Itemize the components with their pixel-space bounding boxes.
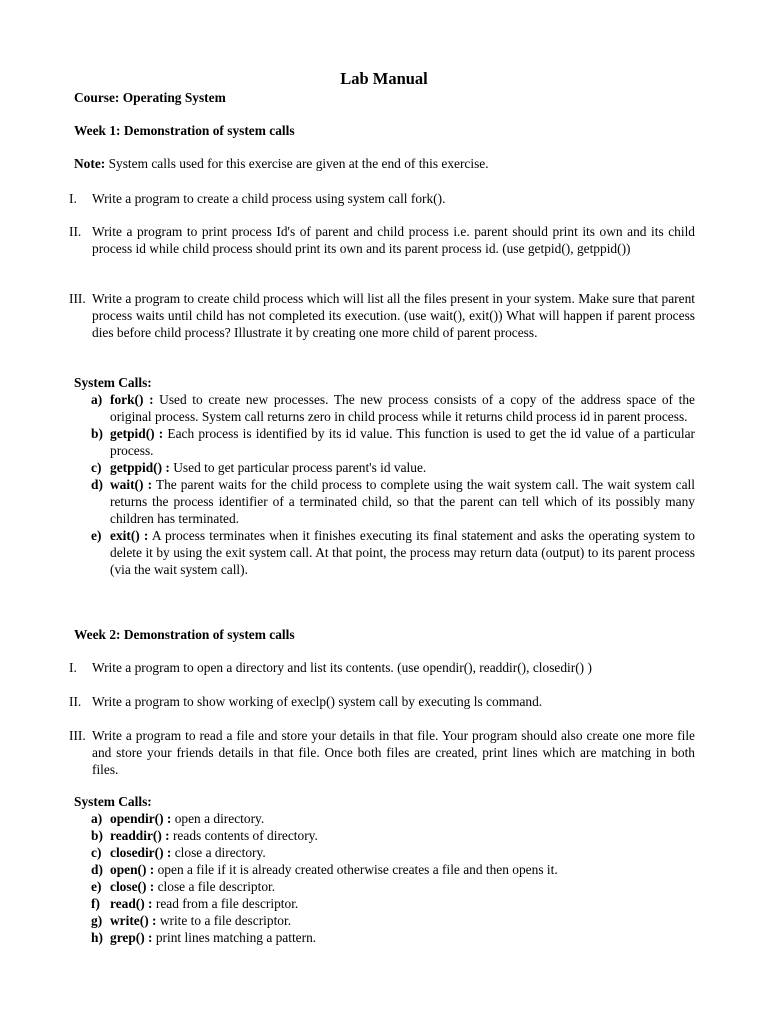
list-item xyxy=(91,527,695,578)
call-description: write to a file descriptor. xyxy=(156,913,292,928)
call-name: read() : xyxy=(110,896,153,911)
call-name: close() : xyxy=(110,879,155,894)
call-description: close a file descriptor. xyxy=(154,879,276,894)
list-item xyxy=(91,895,695,912)
list-item xyxy=(91,912,695,929)
week1-question-3 xyxy=(69,290,695,341)
item-letter: h) xyxy=(91,930,103,945)
list-item xyxy=(91,810,695,827)
item-letter: f) xyxy=(91,896,100,911)
page-title: Lab Manual xyxy=(340,69,428,88)
call-name: open() : xyxy=(110,862,155,877)
item-letter: b) xyxy=(91,426,103,441)
call-name: readdir() : xyxy=(110,828,170,843)
call-description: open a directory. xyxy=(171,811,265,826)
week2-question-1 xyxy=(69,659,695,676)
week1-question-1 xyxy=(69,190,695,207)
item-letter: e) xyxy=(91,879,102,894)
week2-question-2 xyxy=(69,693,695,710)
week2-system-calls-heading: System Calls: xyxy=(74,794,152,809)
question-text: Write a program to create a child process using system call fork(). xyxy=(92,191,446,206)
call-name: closedir() : xyxy=(110,845,172,860)
list-item xyxy=(91,425,695,459)
week2-system-calls-list xyxy=(91,810,695,946)
question-number: III. xyxy=(69,728,86,743)
list-item xyxy=(91,391,695,425)
call-description: Used to create new processes. The new process consists of a copy of the address space of the original process. System call returns zero in child process while it returns child process id in parent process. xyxy=(110,392,695,424)
question-text: Write a program to print process Id's of parent and child process i.e. parent should print its own and its child process id while child process should print its own and its parent process id. (use getpid(), getppid()) xyxy=(92,224,695,256)
item-letter: d) xyxy=(91,477,103,492)
list-item xyxy=(91,844,695,861)
question-text: Write a program to show working of execlp() system call by executing ls command. xyxy=(92,694,543,709)
call-name: opendir() : xyxy=(110,811,172,826)
week2-heading: Week 2: Demonstration of system calls xyxy=(74,627,295,642)
question-number: III. xyxy=(69,291,86,306)
item-letter: g) xyxy=(91,913,103,928)
list-item xyxy=(91,827,695,844)
call-name: wait() : xyxy=(110,477,153,492)
question-text: Write a program to create child process which will list all the files present in your system. Make sure that parent process waits until child has not completed its execution. (use wait(), exit()) What will happen if parent process dies before child process? Illustrate it by creating one more child of parent process. xyxy=(92,291,695,340)
question-number: II. xyxy=(69,224,82,239)
call-name: write() : xyxy=(110,913,157,928)
note-label: Note: xyxy=(74,156,106,171)
list-item xyxy=(91,459,695,476)
question-text: Write a program to read a file and store your details in that file. Your program should also create one more file and store your friends details in that file. Once both files are created, print lines which are matching in both files. xyxy=(92,728,695,777)
question-number: I. xyxy=(69,660,77,675)
call-name: getppid() : xyxy=(110,460,170,475)
call-name: grep() : xyxy=(110,930,153,945)
list-item xyxy=(91,929,695,946)
week1-system-calls-heading: System Calls: xyxy=(74,375,152,390)
question-text: Write a program to open a directory and list its contents. (use opendir(), readdir(), closedir() ) xyxy=(92,660,592,675)
week1-question-2 xyxy=(69,223,695,257)
call-description: read from a file descriptor. xyxy=(152,896,299,911)
call-description: Each process is identified by its id value. This function is used to get the id value of a particular process. xyxy=(110,426,695,458)
list-item xyxy=(91,861,695,878)
week1-heading: Week 1: Demonstration of system calls xyxy=(74,123,295,138)
item-letter: d) xyxy=(91,862,103,877)
note-text: System calls used for this exercise are given at the end of this exercise. xyxy=(105,156,489,171)
call-name: getpid() : xyxy=(110,426,164,441)
item-letter: a) xyxy=(91,811,103,826)
call-description: close a directory. xyxy=(171,845,266,860)
list-item xyxy=(91,878,695,895)
item-letter: e) xyxy=(91,528,102,543)
week1-system-calls-list xyxy=(91,391,695,578)
call-description: open a file if it is already created otherwise creates a file and then opens it. xyxy=(154,862,558,877)
question-number: I. xyxy=(69,191,77,206)
item-letter: b) xyxy=(91,828,103,843)
question-number: II. xyxy=(69,694,82,709)
item-letter: c) xyxy=(91,845,102,860)
call-description: The parent waits for the child process to complete using the wait system call. The wait system call returns the process identifier of a terminated child, so that the parent can tell which of its possibly many children has terminated. xyxy=(110,477,695,526)
call-name: fork() : xyxy=(110,392,154,407)
list-item xyxy=(91,476,695,527)
course-heading: Course: Operating System xyxy=(74,90,226,105)
item-letter: c) xyxy=(91,460,102,475)
note-paragraph xyxy=(74,155,489,172)
call-description: A process terminates when it finishes executing its final statement and asks the operating system to delete it by using the exit system call. At that point, the process may return data (output) to its parent process (via the wait system call). xyxy=(110,528,696,577)
call-description: Used to get particular process parent's id value. xyxy=(169,460,427,475)
call-name: exit() : xyxy=(110,528,149,543)
item-letter: a) xyxy=(91,392,103,407)
call-description: print lines matching a pattern. xyxy=(152,930,317,945)
call-description: reads contents of directory. xyxy=(169,828,318,843)
week2-question-3 xyxy=(69,727,695,778)
